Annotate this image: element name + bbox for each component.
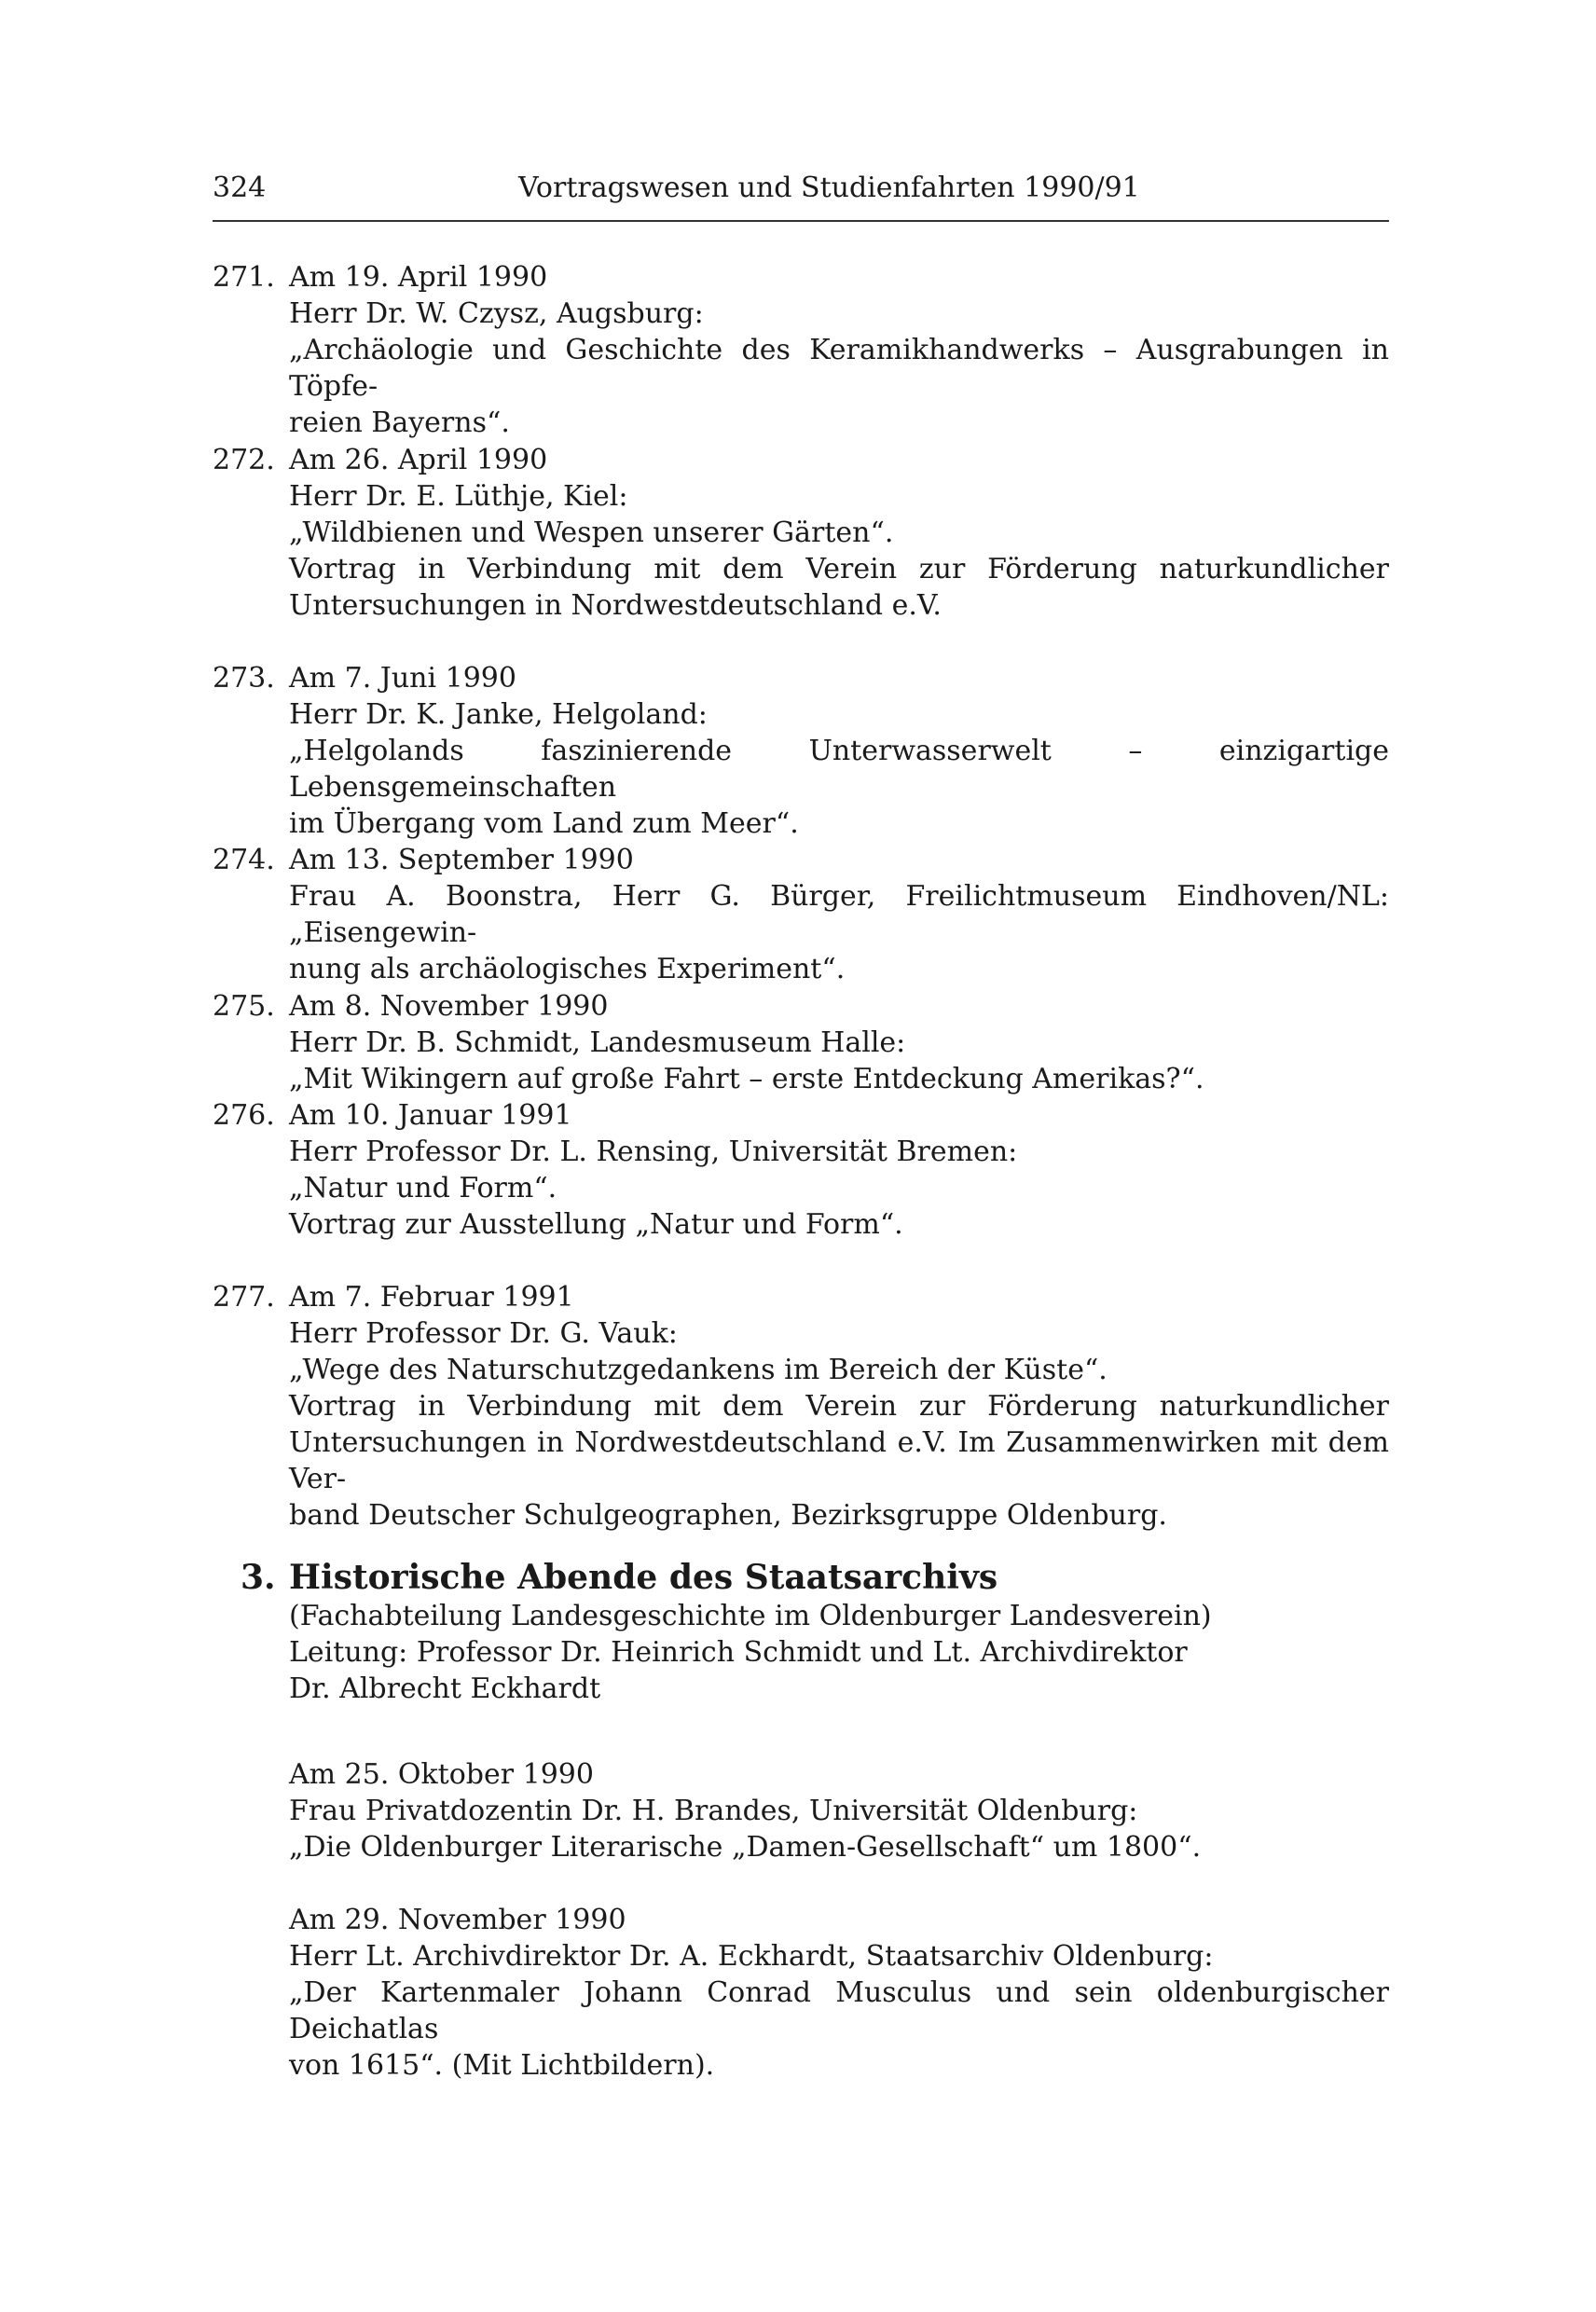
entry-line: Untersuchungen in Nordwestdeutschland e.V. Im Zusammenwirken mit dem Ver-: [289, 1426, 1389, 1495]
entry-line: „Wildbienen und Wespen unserer Gärten“.: [289, 516, 894, 549]
lecture-entry-273: [213, 660, 1389, 842]
entry-line: Am 8. November 1990: [289, 990, 609, 1023]
entry-line: Herr Dr. K. Janke, Helgoland:: [289, 698, 708, 731]
talk-line: von 1615“. (Mit Lichtbildern).: [289, 2049, 715, 2082]
entry-line: im Übergang vom Land zum Meer“.: [289, 807, 799, 840]
lecture-entry-274: [213, 842, 1389, 987]
entry-line: „Mit Wikingern auf große Fahrt – erste Entdeckung Amerikas?“.: [289, 1063, 1204, 1095]
talk-line: Herr Lt. Archivdirektor Dr. A. Eckhardt, Staatsarchiv Oldenburg:: [289, 1940, 1214, 1973]
entry-line: Herr Professor Dr. L. Rensing, Universität Bremen:: [289, 1135, 1018, 1168]
talk-line: „Die Oldenburger Literarische „Damen-Gesellschaft“ um 1800“.: [289, 1831, 1202, 1864]
section-line: (Fachabteilung Landesgeschichte im Oldenburger Landesverein): [289, 1600, 1212, 1632]
entry-line: Vortrag in Verbindung mit dem Verein zur Förderung naturkundlicher: [289, 553, 1389, 585]
entry-line: Untersuchungen in Nordwestdeutschland e.V.: [289, 589, 942, 622]
entry-line: Am 19. April 1990: [289, 261, 548, 294]
lecture-entry-276: [213, 1097, 1389, 1243]
entry-number: 271.: [213, 261, 275, 294]
entry-number: 277.: [213, 1281, 275, 1314]
section-line: Leitung: Professor Dr. Heinrich Schmidt und Lt. Archivdirektor: [289, 1636, 1188, 1669]
entry-line: Herr Dr. B. Schmidt, Landesmuseum Halle:: [289, 1026, 906, 1059]
section-number: 3.: [241, 1558, 276, 1597]
section-historische-abende: [213, 1557, 1389, 1707]
entry-line: band Deutscher Schulgeographen, Bezirksgruppe Oldenburg.: [289, 1499, 1167, 1532]
entry-number: 274.: [213, 844, 275, 876]
entry-line: Vortrag zur Ausstellung „Natur und Form“.: [289, 1208, 903, 1241]
entry-line: Am 7. Juni 1990: [289, 662, 516, 695]
header-rule: [213, 220, 1389, 222]
entry-line: Am 10. Januar 1991: [289, 1099, 572, 1132]
lecture-entry-271: [213, 259, 1389, 441]
page-number: 324: [213, 172, 267, 204]
lecture-entry-272: [213, 442, 1389, 624]
section-heading: Historische Abende des Staatsarchivs: [289, 1558, 998, 1597]
entry-line: reien Bayerns“.: [289, 406, 510, 439]
entry-number: 273.: [213, 662, 275, 695]
entry-number: 272.: [213, 444, 275, 476]
entry-line: Herr Dr. W. Czysz, Augsburg:: [289, 297, 704, 330]
entry-line: Frau A. Boonstra, Herr G. Bürger, Freilichtmuseum Eindhoven/NL: „Eisengewin-: [289, 880, 1389, 949]
entry-number: 276.: [213, 1099, 275, 1132]
entry-line: Am 13. September 1990: [289, 844, 634, 876]
lecture-entry-277: [213, 1279, 1389, 1534]
running-title: Vortragswesen und Studienfahrten 1990/91: [518, 172, 1140, 204]
entry-line: Herr Professor Dr. G. Vauk:: [289, 1317, 678, 1350]
talk-line: „Der Kartenmaler Johann Conrad Musculus und sein oldenburgischer Deichatlas: [289, 1976, 1389, 2045]
entry-line: „Natur und Form“.: [289, 1172, 557, 1204]
entry-line: „Archäologie und Geschichte des Keramikhandwerks – Ausgrabungen in Töpfe-: [289, 334, 1389, 403]
entry-line: Vortrag in Verbindung mit dem Verein zur Förderung naturkundlicher: [289, 1390, 1389, 1423]
talk-line: Am 25. Oktober 1990: [289, 1758, 594, 1791]
lecture-entry-275: [213, 988, 1389, 1097]
talk-entry: [289, 1902, 1389, 2084]
talk-line: Am 29. November 1990: [289, 1904, 626, 1936]
entry-line: „Helgolands faszinierende Unterwasserwelt – einzigartige Lebensgemeinschaften: [289, 735, 1389, 804]
section-line: Dr. Albrecht Eckhardt: [289, 1672, 601, 1705]
talk-entry: [289, 1756, 1389, 1865]
entry-line: nung als archäologisches Experiment“.: [289, 953, 846, 985]
entry-line: Am 26. April 1990: [289, 444, 548, 476]
talk-line: Frau Privatdozentin Dr. H. Brandes, Universität Oldenburg:: [289, 1795, 1138, 1827]
entry-line: „Wege des Naturschutzgedankens im Bereich der Küste“.: [289, 1354, 1108, 1386]
entry-line: Am 7. Februar 1991: [289, 1281, 574, 1314]
entry-number: 275.: [213, 990, 275, 1023]
entry-line: Herr Dr. E. Lüthje, Kiel:: [289, 480, 628, 513]
